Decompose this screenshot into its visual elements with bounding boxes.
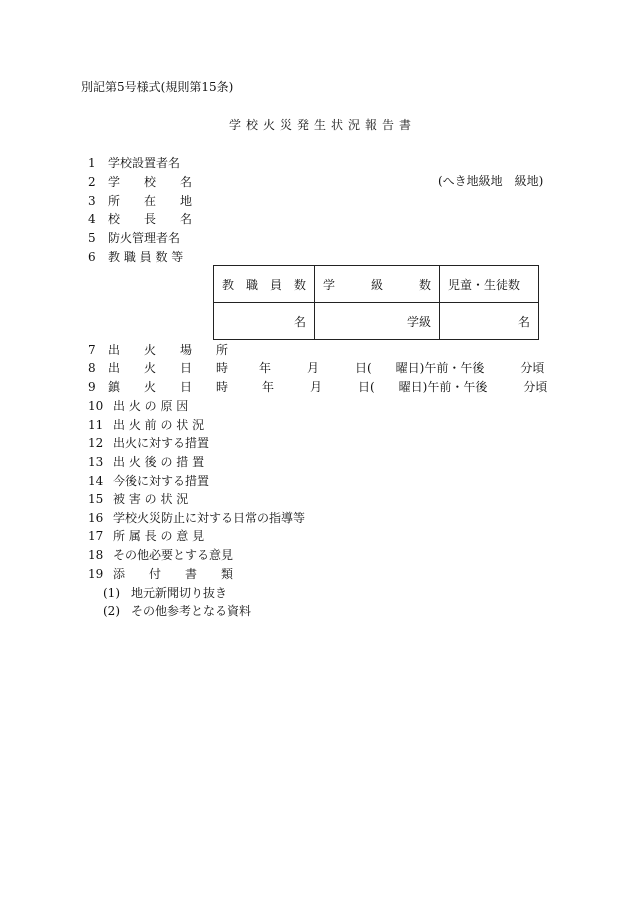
item-label-daily-guidance: 学校火災防止に対する日常の指導等 — [113, 511, 306, 525]
remote-area-note: (へき地級地 級地) — [438, 174, 544, 188]
item-label-supervisor-opinion: 所 属 長 の 意 見 — [113, 529, 205, 543]
item-number: 4 — [88, 212, 96, 226]
item-label-attachments: 添 付 書 類 — [113, 567, 234, 581]
item-number: 14 — [88, 474, 104, 488]
item-number: 10 — [88, 399, 104, 413]
item-label-location: 所 在 地 — [108, 194, 193, 208]
item-label-extinguish-datetime: 鎮 火 日 時 — [108, 380, 229, 394]
item-label-principal: 校 長 名 — [108, 212, 193, 226]
item-number: 1 — [88, 156, 96, 170]
item-number: 6 — [88, 250, 96, 264]
item-label-damage-status: 被 害 の 状 況 — [113, 492, 189, 506]
item-label-school-name: 学 校 名 — [108, 175, 193, 189]
item-number: 13 — [88, 455, 104, 469]
item-label-future-measures: 今後に対する措置 — [113, 474, 210, 488]
class-count-unit: 学級 — [315, 303, 440, 340]
item-label-fire-datetime: 出 火 日 時 — [108, 361, 229, 375]
fire-datetime-fields: 年 月 日( 曜日)午前・午後 分頃 — [259, 361, 545, 375]
item-label-staff-count: 教 職 員 数 等 — [108, 250, 184, 264]
item-label-fire-response: 出火に対する措置 — [113, 436, 210, 450]
student-count-unit: 名 — [440, 303, 539, 340]
item-number: 12 — [88, 436, 104, 450]
item-number: 5 — [88, 231, 96, 245]
class-count-header: 学 級 数 — [315, 266, 440, 303]
staff-table — [213, 265, 539, 340]
staff-count-header: 教 職 員 数 — [214, 266, 315, 303]
attachment-number: (2) — [103, 604, 120, 618]
staff-count-unit: 名 — [214, 303, 315, 340]
item-number: 17 — [88, 529, 104, 543]
attachment-reference-materials: その他参考となる資料 — [131, 604, 252, 618]
item-number: 11 — [88, 418, 104, 432]
form-header: 別記第5号様式(規則第15条) — [81, 80, 234, 94]
item-number: 8 — [88, 361, 96, 375]
item-label-other-opinion: その他必要とする意見 — [113, 548, 234, 562]
item-number: 16 — [88, 511, 104, 525]
item-label-fire-location: 出 火 場 所 — [108, 343, 229, 357]
item-number: 7 — [88, 343, 96, 357]
item-number: 19 — [88, 567, 104, 581]
item-number: 18 — [88, 548, 104, 562]
extinguish-datetime-fields: 年 月 日( 曜日)午前・午後 分頃 — [262, 380, 548, 394]
item-number: 2 — [88, 175, 96, 189]
student-count-header: 児童・生徒数 — [440, 266, 539, 303]
item-label-post-fire-measures: 出 火 後 の 措 置 — [113, 455, 205, 469]
item-label-fire-manager: 防火管理者名 — [108, 231, 181, 245]
attachment-newspaper-clipping: 地元新聞切り抜き — [131, 586, 228, 600]
item-label-school-founder: 学校設置者名 — [108, 156, 181, 170]
page-title: 学校火災発生状況報告書 — [229, 118, 417, 132]
item-number: 3 — [88, 194, 96, 208]
item-number: 9 — [88, 380, 96, 394]
item-number: 15 — [88, 492, 104, 506]
attachment-number: (1) — [103, 586, 120, 600]
item-label-pre-fire-status: 出 火 前 の 状 況 — [113, 418, 205, 432]
item-label-fire-cause: 出 火 の 原 因 — [113, 399, 189, 413]
